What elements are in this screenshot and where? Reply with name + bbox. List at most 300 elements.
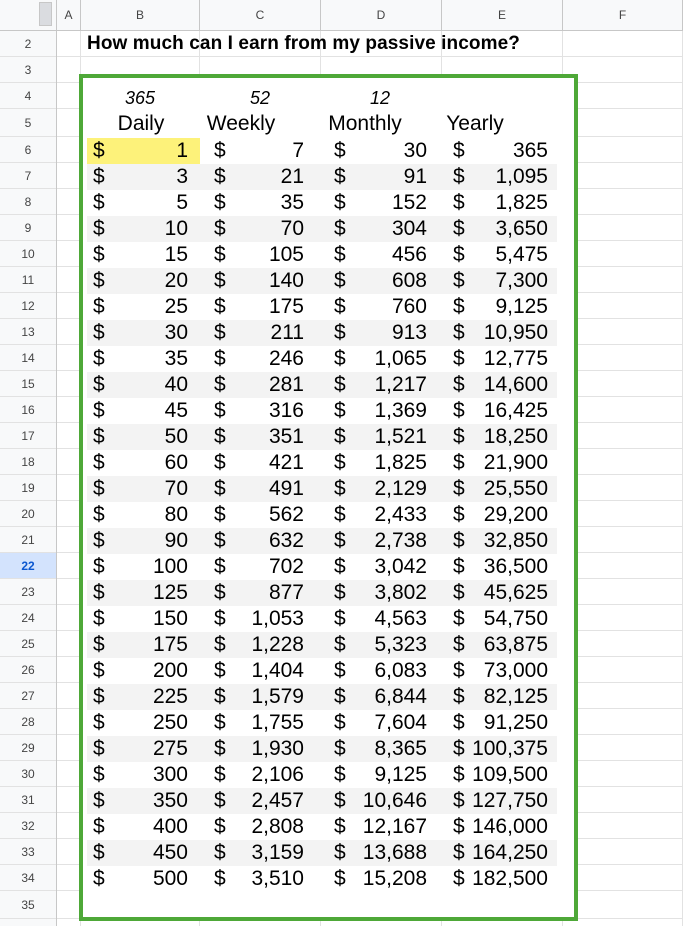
table-row	[87, 606, 557, 632]
yearly-value[interactable]: 63,875	[483, 633, 548, 656]
row-header-29[interactable]: 29	[0, 735, 56, 761]
weekly-multiplier[interactable]: 52	[249, 88, 271, 108]
yearly-value[interactable]: 100,375	[472, 737, 548, 760]
row-header-32[interactable]: 32	[0, 813, 56, 839]
daily-value[interactable]: 3	[176, 165, 188, 188]
daily-value[interactable]: 150	[152, 607, 188, 630]
row-header-9[interactable]: 9	[0, 215, 56, 241]
weekly-value[interactable]: 175	[268, 295, 304, 318]
yearly-value[interactable]: 25,550	[483, 477, 548, 500]
yearly-value[interactable]: 16,425	[483, 399, 548, 422]
monthly-value[interactable]: 9,125	[374, 763, 427, 786]
daily-value[interactable]: 5	[176, 191, 188, 214]
column-header-a[interactable]: A	[57, 0, 81, 30]
yearly-value[interactable]: 36,500	[483, 555, 548, 578]
row-header-6[interactable]: 6	[0, 137, 56, 163]
table-row	[87, 138, 557, 164]
daily-value[interactable]: 45	[164, 399, 188, 422]
monthly-currency-symbol: $	[334, 867, 346, 890]
monthly-currency-symbol: $	[334, 607, 346, 630]
monthly-currency-symbol: $	[334, 191, 346, 214]
yearly-currency-symbol: $	[453, 841, 465, 864]
table-row	[87, 398, 557, 424]
weekly-currency-symbol: $	[214, 139, 226, 162]
monthly-value[interactable]: 4,563	[374, 607, 427, 630]
daily-currency-symbol: $	[93, 347, 105, 370]
weekly-currency-symbol: $	[214, 295, 226, 318]
yearly-currency-symbol: $	[453, 789, 465, 812]
weekly-value[interactable]: 35	[280, 191, 304, 214]
table-row	[87, 346, 557, 372]
monthly-value[interactable]: 913	[391, 321, 427, 344]
daily-value[interactable]: 15	[164, 243, 188, 266]
yearly-currency-symbol: $	[453, 555, 465, 578]
monthly-currency-symbol: $	[334, 347, 346, 370]
monthly-currency-symbol: $	[334, 633, 346, 656]
weekly-currency-symbol: $	[214, 581, 226, 604]
table-row	[87, 632, 557, 658]
table-row	[87, 866, 557, 892]
daily-currency-symbol: $	[93, 139, 105, 162]
weekly-value[interactable]: 632	[268, 529, 304, 552]
daily-value[interactable]: 35	[164, 347, 188, 370]
daily-value[interactable]: 175	[152, 633, 188, 656]
daily-currency-symbol: $	[93, 789, 105, 812]
row-header-35[interactable]: 35	[0, 891, 56, 919]
weekly-currency-symbol: $	[214, 685, 226, 708]
monthly-value[interactable]: 1,369	[374, 399, 427, 422]
table-row	[87, 424, 557, 450]
monthly-currency-symbol: $	[334, 685, 346, 708]
monthly-multiplier[interactable]: 12	[369, 88, 391, 108]
yearly-currency-symbol: $	[453, 451, 465, 474]
weekly-value[interactable]: 2,808	[251, 815, 304, 838]
row-header-3[interactable]: 3	[0, 57, 56, 83]
table-row	[87, 372, 557, 398]
daily-value[interactable]: 80	[164, 503, 188, 526]
yearly-value[interactable]: 365	[512, 139, 548, 162]
daily-header[interactable]: Daily	[117, 112, 165, 135]
table-row	[87, 710, 557, 736]
daily-currency-symbol: $	[93, 841, 105, 864]
daily-currency-symbol: $	[93, 867, 105, 890]
monthly-value[interactable]: 5,323	[374, 633, 427, 656]
row-header-5[interactable]: 5	[0, 109, 56, 137]
weekly-currency-symbol: $	[214, 399, 226, 422]
yearly-currency-symbol: $	[453, 659, 465, 682]
monthly-value[interactable]: 1,065	[374, 347, 427, 370]
daily-value[interactable]: 300	[152, 763, 188, 786]
yearly-currency-symbol: $	[453, 399, 465, 422]
yearly-currency-symbol: $	[453, 711, 465, 734]
weekly-currency-symbol: $	[214, 217, 226, 240]
monthly-value[interactable]: 456	[391, 243, 427, 266]
column-header-bar	[57, 0, 683, 31]
monthly-currency-symbol: $	[334, 477, 346, 500]
row-header-10[interactable]: 10	[0, 241, 56, 267]
table-row	[87, 294, 557, 320]
row-header-15[interactable]: 15	[0, 371, 56, 397]
table-row	[87, 658, 557, 684]
monthly-currency-symbol: $	[334, 555, 346, 578]
row-header-12[interactable]: 12	[0, 293, 56, 319]
daily-value[interactable]: 275	[152, 737, 188, 760]
weekly-header[interactable]: Weekly	[206, 112, 276, 135]
row-header-4[interactable]: 4	[0, 83, 56, 109]
daily-value[interactable]: 70	[164, 477, 188, 500]
yearly-header[interactable]: Yearly	[446, 112, 504, 135]
yearly-value[interactable]: 146,000	[472, 815, 548, 838]
weekly-currency-symbol: $	[214, 659, 226, 682]
row-header-18[interactable]: 18	[0, 449, 56, 475]
yearly-value[interactable]: 127,750	[472, 789, 548, 812]
yearly-value[interactable]: 1,825	[495, 191, 548, 214]
row-header-21[interactable]: 21	[0, 527, 56, 553]
row-header-19[interactable]: 19	[0, 475, 56, 501]
row-header-30[interactable]: 30	[0, 761, 56, 787]
yearly-value[interactable]: 164,250	[472, 841, 548, 864]
yearly-currency-symbol: $	[453, 581, 465, 604]
weekly-value[interactable]: 3,510	[251, 867, 304, 890]
column-header-d[interactable]: D	[321, 0, 442, 30]
weekly-value[interactable]: 281	[268, 373, 304, 396]
table-row	[87, 268, 557, 294]
daily-currency-symbol: $	[93, 555, 105, 578]
yearly-currency-symbol: $	[453, 607, 465, 630]
weekly-value[interactable]: 211	[270, 321, 304, 344]
weekly-value[interactable]: 70	[280, 217, 304, 240]
daily-currency-symbol: $	[93, 217, 105, 240]
weekly-value[interactable]: 21	[280, 165, 304, 188]
yearly-currency-symbol: $	[453, 191, 465, 214]
monthly-value[interactable]: 13,688	[362, 841, 427, 864]
weekly-currency-symbol: $	[214, 867, 226, 890]
daily-value[interactable]: 100	[152, 555, 188, 578]
daily-currency-symbol: $	[93, 321, 105, 344]
weekly-value[interactable]: 491	[268, 477, 304, 500]
table-row	[87, 814, 557, 840]
row-header-16[interactable]: 16	[0, 397, 56, 423]
yearly-value[interactable]: 91,250	[483, 711, 548, 734]
daily-value[interactable]: 60	[164, 451, 188, 474]
yearly-currency-symbol: $	[453, 737, 465, 760]
daily-value[interactable]: 50	[164, 425, 188, 448]
daily-value[interactable]: 200	[152, 659, 188, 682]
yearly-value[interactable]: 5,475	[495, 243, 548, 266]
daily-currency-symbol: $	[93, 503, 105, 526]
daily-currency-symbol: $	[93, 607, 105, 630]
weekly-currency-symbol: $	[214, 789, 226, 812]
monthly-value[interactable]: 7,604	[374, 711, 427, 734]
yearly-value[interactable]: 109,500	[472, 763, 548, 786]
daily-currency-symbol: $	[93, 763, 105, 786]
yearly-currency-symbol: $	[453, 503, 465, 526]
daily-value[interactable]: 1	[176, 139, 188, 162]
column-header-c[interactable]: C	[200, 0, 321, 30]
yearly-value[interactable]: 29,200	[483, 503, 548, 526]
monthly-currency-symbol: $	[334, 711, 346, 734]
row-header-33[interactable]: 33	[0, 839, 56, 865]
yearly-currency-symbol: $	[453, 321, 465, 344]
monthly-header[interactable]: Monthly	[328, 112, 402, 135]
sheet-title: How much can I earn from my passive income?	[87, 33, 520, 54]
row-header-13[interactable]: 13	[0, 319, 56, 345]
weekly-value[interactable]: 1,930	[251, 737, 304, 760]
weekly-value[interactable]: 351	[268, 425, 304, 448]
monthly-currency-symbol: $	[334, 789, 346, 812]
monthly-value[interactable]: 30	[403, 139, 427, 162]
weekly-currency-symbol: $	[214, 191, 226, 214]
weekly-currency-symbol: $	[214, 607, 226, 630]
daily-currency-symbol: $	[93, 711, 105, 734]
column-header-b[interactable]: B	[81, 0, 200, 30]
yearly-currency-symbol: $	[453, 295, 465, 318]
row-header-7[interactable]: 7	[0, 163, 56, 189]
row-header-14[interactable]: 14	[0, 345, 56, 371]
daily-currency-symbol: $	[93, 191, 105, 214]
monthly-value[interactable]: 760	[391, 295, 427, 318]
yearly-value[interactable]: 182,500	[472, 867, 548, 890]
weekly-value[interactable]: 2,457	[251, 789, 304, 812]
yearly-currency-symbol: $	[453, 763, 465, 786]
daily-currency-symbol: $	[93, 269, 105, 292]
yearly-value[interactable]: 45,625	[483, 581, 548, 604]
weekly-currency-symbol: $	[214, 763, 226, 786]
daily-value[interactable]: 25	[164, 295, 188, 318]
daily-value[interactable]: 450	[152, 841, 188, 864]
monthly-value[interactable]: 15,208	[362, 867, 427, 890]
monthly-currency-symbol: $	[334, 659, 346, 682]
yearly-currency-symbol: $	[453, 867, 465, 890]
yearly-value[interactable]: 14,600	[483, 373, 548, 396]
daily-value[interactable]: 30	[164, 321, 188, 344]
weekly-value[interactable]: 702	[268, 555, 304, 578]
daily-currency-symbol: $	[93, 633, 105, 656]
row-header-8[interactable]: 8	[0, 189, 56, 215]
table-row	[87, 242, 557, 268]
table-row	[87, 190, 557, 216]
weekly-currency-symbol: $	[214, 815, 226, 838]
daily-currency-symbol: $	[93, 425, 105, 448]
daily-value[interactable]: 225	[152, 685, 188, 708]
monthly-value[interactable]: 6,083	[374, 659, 427, 682]
weekly-value[interactable]: 1,404	[251, 659, 304, 682]
monthly-currency-symbol: $	[334, 269, 346, 292]
table-row	[87, 580, 557, 606]
weekly-currency-symbol: $	[214, 711, 226, 734]
row-header-28[interactable]: 28	[0, 709, 56, 735]
daily-currency-symbol: $	[93, 815, 105, 838]
weekly-currency-symbol: $	[214, 737, 226, 760]
monthly-currency-symbol: $	[334, 815, 346, 838]
daily-value[interactable]: 500	[152, 867, 188, 890]
weekly-value[interactable]: 562	[268, 503, 304, 526]
daily-currency-symbol: $	[93, 581, 105, 604]
monthly-value[interactable]: 6,844	[374, 685, 427, 708]
daily-currency-symbol: $	[93, 451, 105, 474]
daily-value[interactable]: 350	[152, 789, 188, 812]
daily-currency-symbol: $	[93, 685, 105, 708]
daily-currency-symbol: $	[93, 737, 105, 760]
yearly-value[interactable]: 32,850	[483, 529, 548, 552]
corner-shade	[39, 2, 52, 26]
weekly-value[interactable]: 7	[292, 139, 304, 162]
column-header-f[interactable]: F	[563, 0, 683, 30]
yearly-value[interactable]: 54,750	[483, 607, 548, 630]
select-all-corner[interactable]	[0, 0, 57, 31]
row-header-bar	[0, 31, 57, 926]
yearly-value[interactable]: 18,250	[483, 425, 548, 448]
table-row	[87, 502, 557, 528]
weekly-currency-symbol: $	[214, 451, 226, 474]
daily-value[interactable]: 125	[152, 581, 188, 604]
row-header-24[interactable]: 24	[0, 605, 56, 631]
weekly-currency-symbol: $	[214, 841, 226, 864]
weekly-currency-symbol: $	[214, 555, 226, 578]
yearly-value[interactable]: 1,095	[495, 165, 548, 188]
daily-multiplier[interactable]: 365	[124, 88, 156, 108]
table-row	[87, 320, 557, 346]
daily-value[interactable]: 20	[164, 269, 188, 292]
daily-value[interactable]: 40	[164, 373, 188, 396]
weekly-value[interactable]: 2,106	[251, 763, 304, 786]
monthly-currency-symbol: $	[334, 451, 346, 474]
monthly-currency-symbol: $	[334, 295, 346, 318]
monthly-currency-symbol: $	[334, 529, 346, 552]
weekly-value[interactable]: 1,579	[251, 685, 304, 708]
yearly-value[interactable]: 73,000	[483, 659, 548, 682]
monthly-currency-symbol: $	[334, 737, 346, 760]
daily-currency-symbol: $	[93, 399, 105, 422]
table-row	[87, 840, 557, 866]
yearly-currency-symbol: $	[453, 347, 465, 370]
yearly-value[interactable]: 82,125	[483, 685, 548, 708]
monthly-currency-symbol: $	[334, 321, 346, 344]
table-row	[87, 788, 557, 814]
monthly-value[interactable]: 2,738	[374, 529, 427, 552]
table-row	[87, 216, 557, 242]
yearly-currency-symbol: $	[453, 815, 465, 838]
weekly-value[interactable]: 1,755	[251, 711, 304, 734]
weekly-currency-symbol: $	[214, 425, 226, 448]
monthly-value[interactable]: 608	[391, 269, 427, 292]
monthly-value[interactable]: 152	[391, 191, 427, 214]
monthly-currency-symbol: $	[334, 165, 346, 188]
table-row	[87, 528, 557, 554]
monthly-value[interactable]: 10,646	[362, 789, 427, 812]
yearly-currency-symbol: $	[453, 139, 465, 162]
yearly-value[interactable]: 10,950	[483, 321, 548, 344]
monthly-currency-symbol: $	[334, 763, 346, 786]
monthly-value[interactable]: 2,129	[374, 477, 427, 500]
monthly-value[interactable]: 304	[391, 217, 427, 240]
weekly-currency-symbol: $	[214, 165, 226, 188]
yearly-value[interactable]: 9,125	[495, 295, 548, 318]
yearly-currency-symbol: $	[453, 373, 465, 396]
table-row	[87, 762, 557, 788]
table-row	[87, 476, 557, 502]
yearly-currency-symbol: $	[453, 477, 465, 500]
weekly-value[interactable]: 1,053	[251, 607, 304, 630]
monthly-currency-symbol: $	[334, 841, 346, 864]
grid-line-horizontal	[57, 56, 683, 57]
row-header-34[interactable]: 34	[0, 865, 56, 891]
row-header-22[interactable]: 22	[0, 553, 56, 579]
daily-currency-symbol: $	[93, 243, 105, 266]
weekly-value[interactable]: 140	[268, 269, 304, 292]
monthly-value[interactable]: 3,042	[374, 555, 427, 578]
monthly-currency-symbol: $	[334, 217, 346, 240]
weekly-value[interactable]: 421	[268, 451, 304, 474]
yearly-currency-symbol: $	[453, 269, 465, 292]
monthly-value[interactable]: 2,433	[374, 503, 427, 526]
monthly-value[interactable]: 3,802	[374, 581, 427, 604]
daily-currency-symbol: $	[93, 373, 105, 396]
monthly-currency-symbol: $	[334, 399, 346, 422]
daily-currency-symbol: $	[93, 659, 105, 682]
table-row	[87, 736, 557, 762]
weekly-value[interactable]: 105	[268, 243, 304, 266]
weekly-currency-symbol: $	[214, 529, 226, 552]
row-header-25[interactable]: 25	[0, 631, 56, 657]
row-header-17[interactable]: 17	[0, 423, 56, 449]
column-header-e[interactable]: E	[442, 0, 563, 30]
row-header-26[interactable]: 26	[0, 657, 56, 683]
yearly-value[interactable]: 21,900	[483, 451, 548, 474]
yearly-currency-symbol: $	[453, 529, 465, 552]
yearly-value[interactable]: 7,300	[495, 269, 548, 292]
weekly-value[interactable]: 246	[268, 347, 304, 370]
monthly-currency-symbol: $	[334, 243, 346, 266]
daily-value[interactable]: 400	[152, 815, 188, 838]
daily-currency-symbol: $	[93, 165, 105, 188]
row-header-20[interactable]: 20	[0, 501, 56, 527]
daily-currency-symbol: $	[93, 295, 105, 318]
row-header-23[interactable]: 23	[0, 579, 56, 605]
daily-value[interactable]: 250	[152, 711, 188, 734]
monthly-value[interactable]: 12,167	[362, 815, 427, 838]
monthly-currency-symbol: $	[334, 581, 346, 604]
yearly-value[interactable]: 3,650	[495, 217, 548, 240]
monthly-value[interactable]: 1,217	[374, 373, 427, 396]
weekly-value[interactable]: 877	[268, 581, 304, 604]
monthly-value[interactable]: 1,825	[374, 451, 427, 474]
monthly-value[interactable]: 8,365	[374, 737, 427, 760]
yearly-value[interactable]: 12,775	[483, 347, 548, 370]
weekly-currency-symbol: $	[214, 373, 226, 396]
row-header-27[interactable]: 27	[0, 683, 56, 709]
weekly-value[interactable]: 316	[268, 399, 304, 422]
daily-value[interactable]: 10	[164, 217, 188, 240]
weekly-currency-symbol: $	[214, 503, 226, 526]
daily-currency-symbol: $	[93, 477, 105, 500]
monthly-value[interactable]: 1,521	[374, 425, 427, 448]
weekly-value[interactable]: 3,159	[251, 841, 304, 864]
daily-value[interactable]: 90	[164, 529, 188, 552]
weekly-currency-symbol: $	[214, 477, 226, 500]
weekly-currency-symbol: $	[214, 269, 226, 292]
monthly-value[interactable]: 91	[403, 165, 427, 188]
row-header-2[interactable]: 2	[0, 31, 56, 57]
row-header-11[interactable]: 11	[0, 267, 56, 293]
table-row	[87, 554, 557, 580]
yearly-currency-symbol: $	[453, 633, 465, 656]
yearly-currency-symbol: $	[453, 165, 465, 188]
weekly-currency-symbol: $	[214, 347, 226, 370]
weekly-value[interactable]: 1,228	[251, 633, 304, 656]
yearly-currency-symbol: $	[453, 425, 465, 448]
row-header-31[interactable]: 31	[0, 787, 56, 813]
